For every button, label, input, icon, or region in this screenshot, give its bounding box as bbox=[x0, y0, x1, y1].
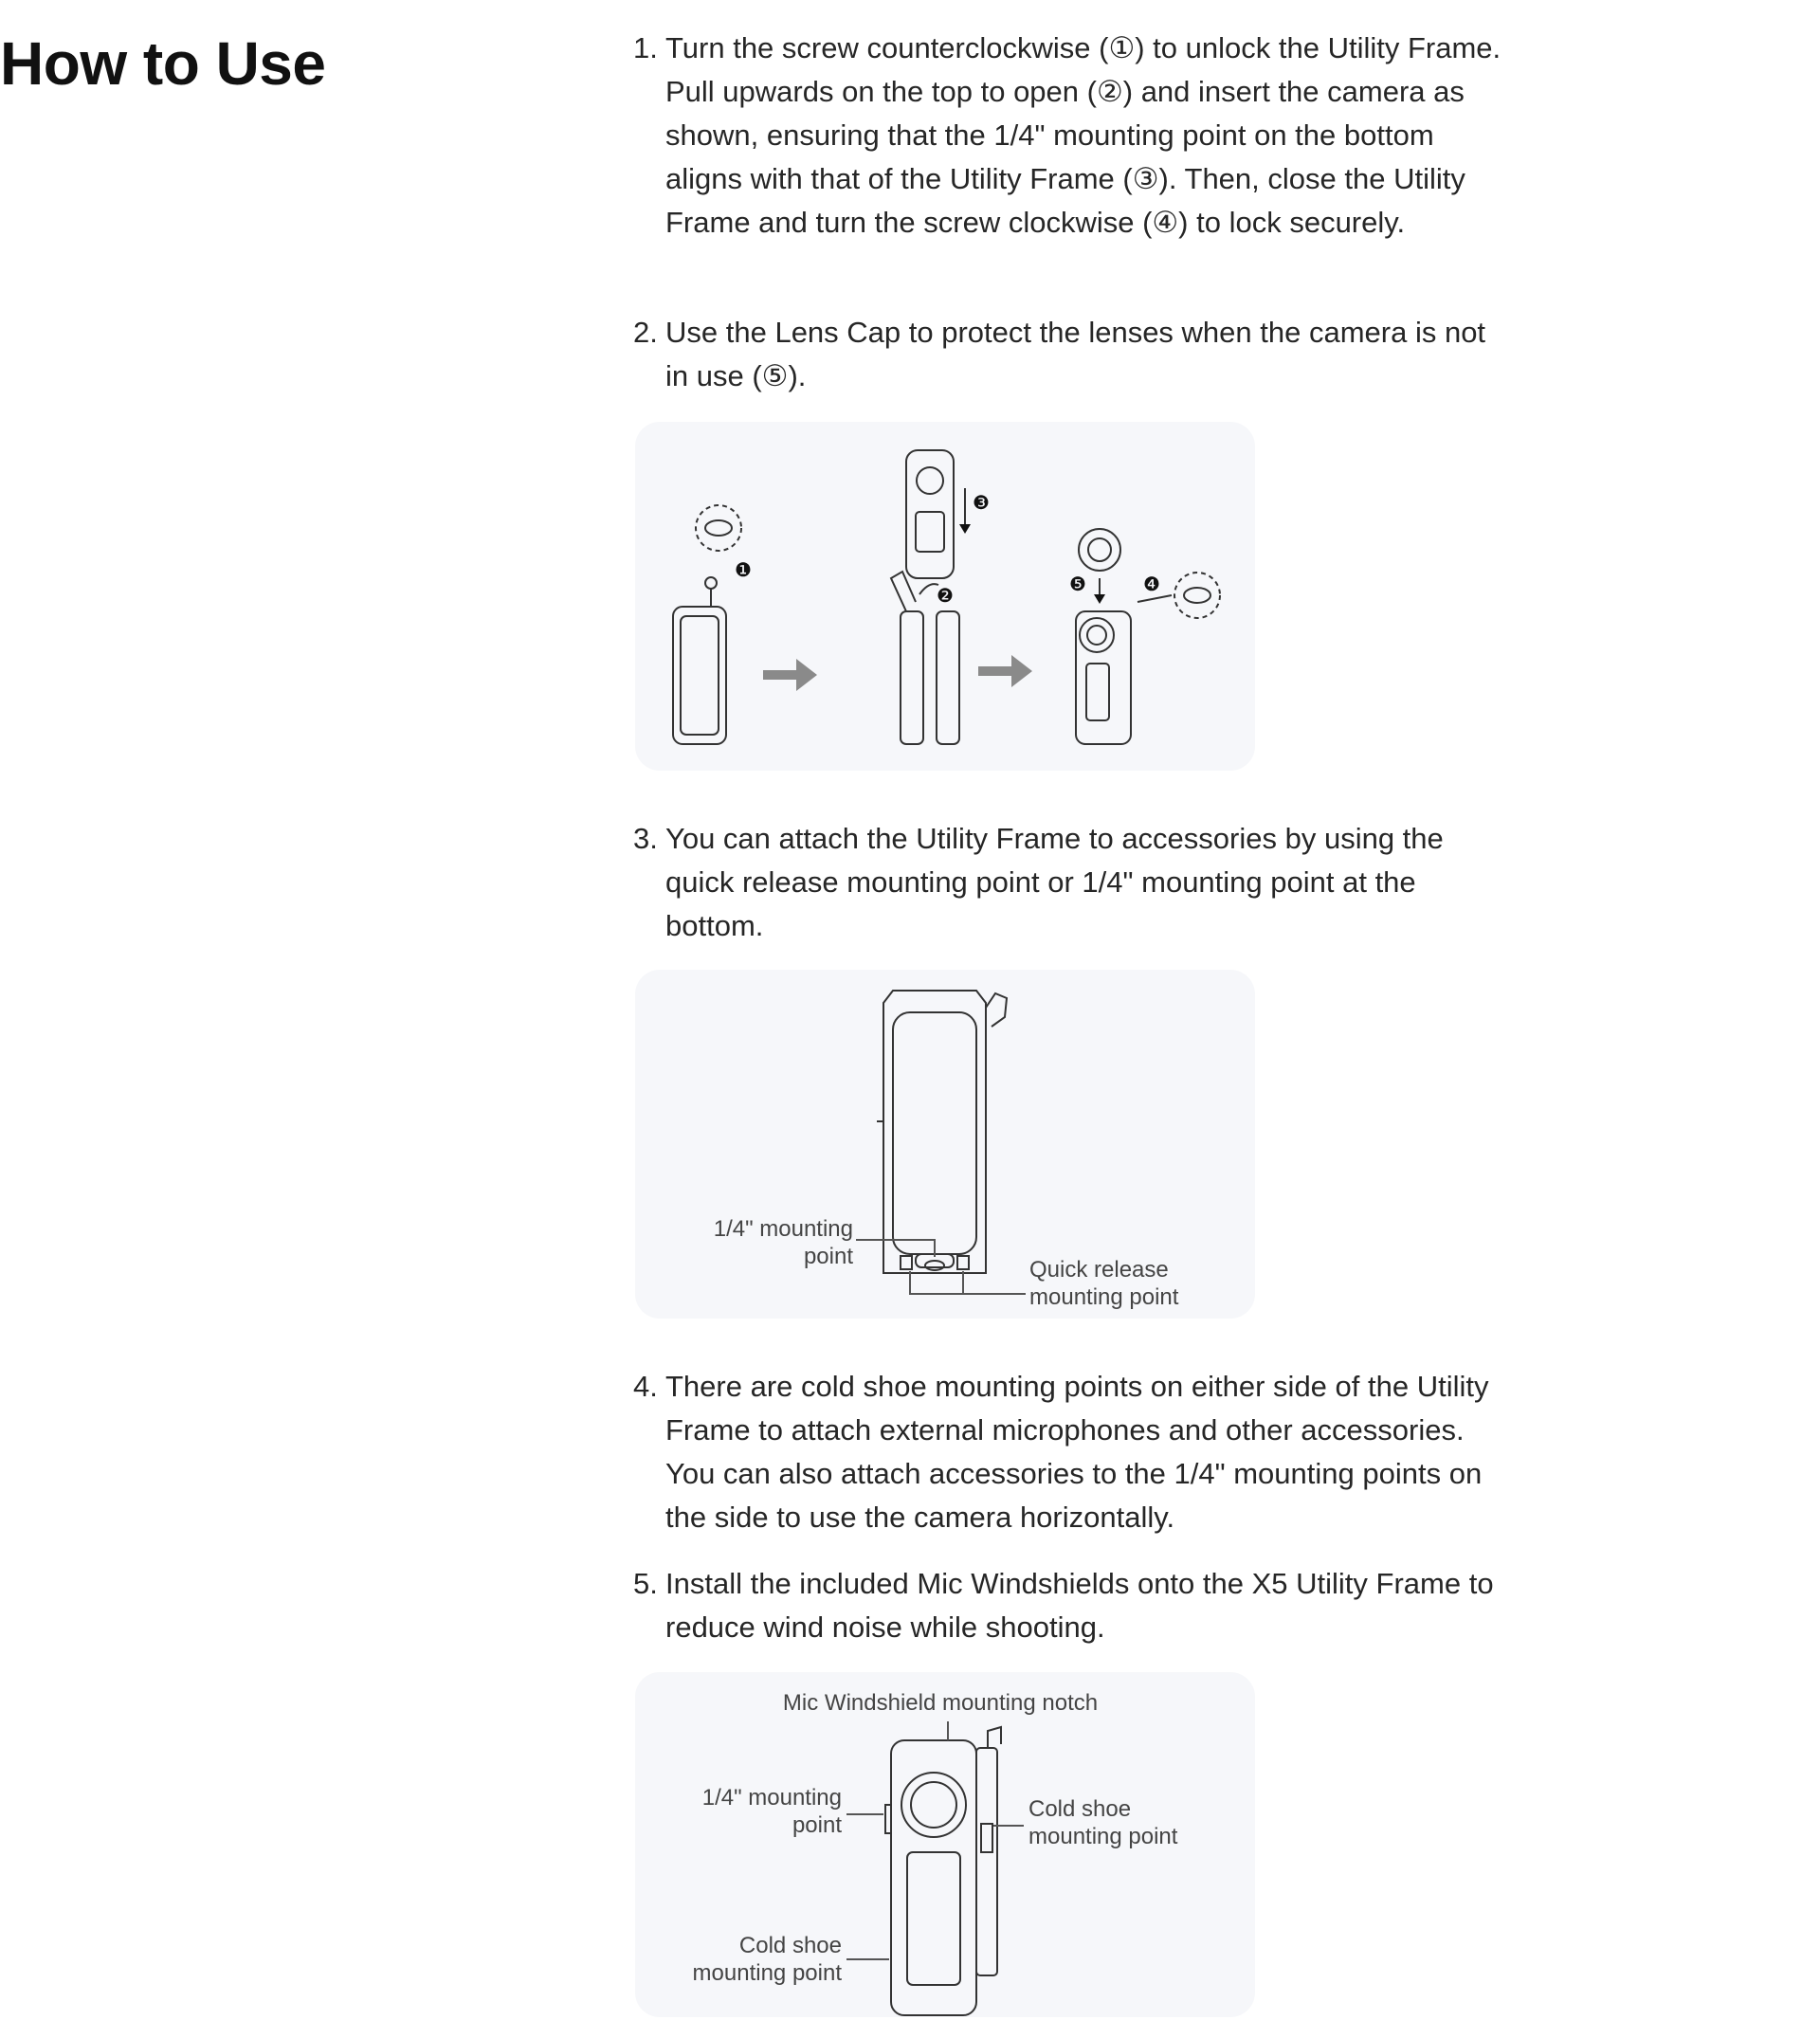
step-number: 3. bbox=[633, 822, 658, 855]
quarter-inch-mount bbox=[925, 1261, 944, 1270]
label-quick-release-1: Quick release bbox=[1029, 1257, 1169, 1283]
step-number: 1. bbox=[633, 31, 658, 64]
label-quarter-inch-2: point bbox=[803, 1244, 853, 1269]
installation-illustration bbox=[635, 422, 1255, 771]
marker-4: ❹ bbox=[1143, 573, 1160, 595]
arrow-right-icon bbox=[763, 659, 817, 691]
mic-windshield-figure bbox=[635, 1672, 1255, 2017]
utility-frame-open bbox=[901, 611, 923, 744]
label-notch: Mic Windshield mounting notch bbox=[782, 1690, 1099, 1716]
marker-3: ❸ bbox=[973, 491, 990, 514]
screw-rotate-indicator bbox=[696, 505, 741, 551]
label-quarter-inch-1: 1/4" mounting bbox=[713, 1216, 853, 1242]
step-3 bbox=[633, 817, 1505, 948]
utility-frame-locked bbox=[1076, 611, 1131, 744]
step-text: You can attach the Utility Frame to accessories by using the quick release mounting point or 1/4" mounting point at the bottom. bbox=[665, 822, 1444, 942]
camera bbox=[906, 450, 954, 578]
utility-frame-rear bbox=[883, 991, 986, 1273]
label-quarter-inch-1: 1/4" mounting bbox=[701, 1785, 842, 1811]
step-number: 5. bbox=[633, 1567, 658, 1600]
mounting-points-illustration bbox=[635, 970, 1255, 1319]
label-cold-shoe-left-1: Cold shoe bbox=[738, 1933, 842, 1958]
step-text: Use the Lens Cap to protect the lenses when the camera is not in use (⑤). bbox=[665, 316, 1486, 392]
step-5 bbox=[633, 1562, 1505, 1649]
marker-5: ❺ bbox=[1069, 573, 1086, 595]
step-4 bbox=[633, 1365, 1505, 1539]
arrow-right-icon bbox=[978, 655, 1032, 687]
step-number: 4. bbox=[633, 1370, 658, 1403]
label-cold-shoe-left-2: mounting point bbox=[692, 1960, 842, 1986]
step-text: Install the included Mic Windshields onto the X5 Utility Frame to reduce wind noise while shooting. bbox=[665, 1567, 1494, 1644]
marker-2: ❷ bbox=[937, 584, 954, 607]
label-quarter-inch-2: point bbox=[792, 1812, 842, 1838]
mounting-points-figure bbox=[635, 970, 1255, 1319]
step-text: There are cold shoe mounting points on either side of the Utility Frame to attach external microphones and other accessories. You can also attach accessories to the 1/4" mounting points on the side to use the camera horizontally. bbox=[665, 1370, 1489, 1534]
installation-figure bbox=[635, 422, 1255, 771]
step-1 bbox=[633, 27, 1505, 245]
label-cold-shoe-right-1: Cold shoe bbox=[1028, 1796, 1132, 1822]
step-text: Turn the screw counterclockwise (①) to unlock the Utility Frame. Pull upwards on the top to open (②) and insert the camera as shown, ensuring that the 1/4" mounting point on the bottom aligns with that of the Utility Frame (③). Then, close the Utility Frame and turn the screw clockwise (④) to lock securely. bbox=[665, 31, 1502, 239]
step-number: 2. bbox=[633, 316, 658, 349]
lens-cap bbox=[1079, 529, 1120, 571]
step-2 bbox=[633, 311, 1505, 398]
label-cold-shoe-right-2: mounting point bbox=[1028, 1824, 1178, 1849]
flow-arrows bbox=[763, 655, 1032, 691]
marker-1: ❶ bbox=[735, 558, 752, 581]
label-quick-release-2: mounting point bbox=[1029, 1284, 1179, 1310]
page-title: How to Use bbox=[0, 29, 326, 98]
mic-windshield-illustration bbox=[635, 1672, 1255, 2017]
